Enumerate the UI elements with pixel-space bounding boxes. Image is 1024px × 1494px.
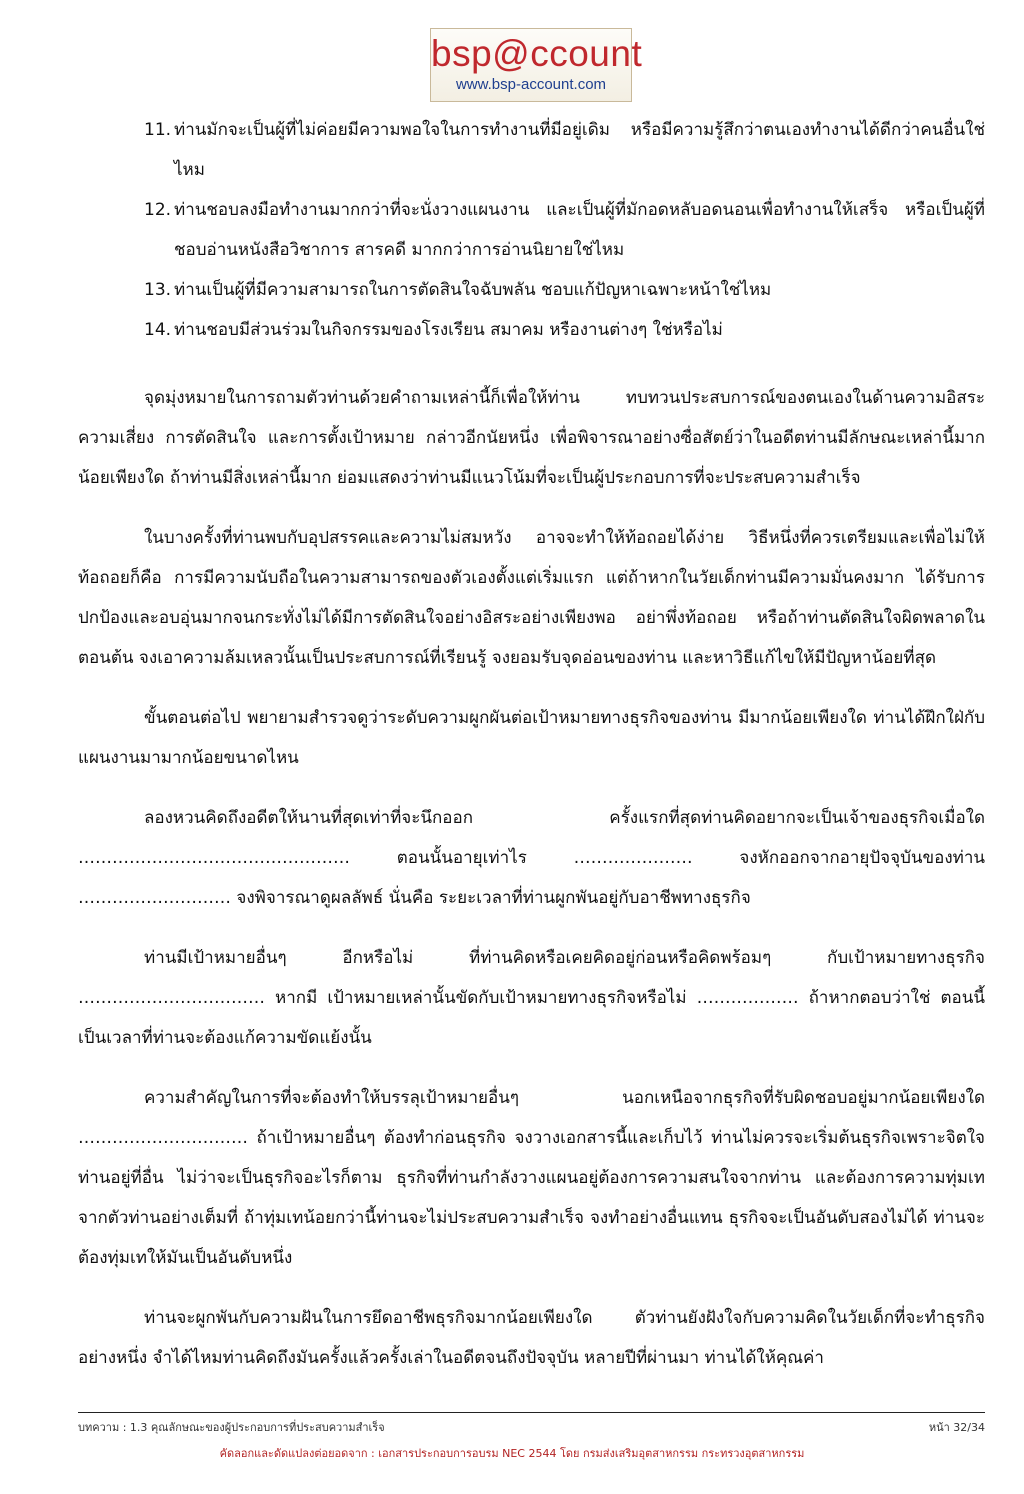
footer-divider <box>78 1412 985 1413</box>
question-item <box>78 310 985 350</box>
paragraph-priority: ความสำคัญในการที่จะต้องทำให้บรรลุเป้าหมายอื่นๆ นอกเหนือจากธุรกิจที่รับผิดชอบอยู่มากน้อยเพียงใด ………………………… ถ้าเป้าหมายอื่นๆ ต้องทำก่อนธุรกิจ จงวางเอกสารนี้และเก็บไว้ ท่านไม่ควรจะเริ่มต้นธุรกิจเพราะจิตใจท่านอยู่ที่อื่น ไม่ว่าจะเป็นธุรกิจอะไรก็ตาม ธุรกิจที่ท่านกำลังวางแผนอยู่ต้องการความสนใจจากท่าน และต้องการความทุ่มเทจากตัวท่านอย่างเต็มที่ ถ้าทุ่มเทน้อยกว่านี้ท่านจะไม่ประสบความสำเร็จ จงทำอย่างอื่นแทน ธุรกิจจะเป็นอันดับสองไม่ได้ ท่านจะต้องทุ่มเทให้มันเป็นอันดับหนึ่ง <box>78 1088 985 1268</box>
footer-page-number: หน้า 32/34 <box>928 1421 985 1434</box>
question-number: 12. <box>144 200 172 220</box>
question-item <box>78 190 985 270</box>
bsp-account-logo <box>430 28 643 102</box>
question-text: ท่านชอบมีส่วนร่วมในกิจกรรมของโรงเรียน สมาคม หรืองานต่างๆ ใช่หรือไม่ <box>174 320 723 340</box>
paragraph-commitment: ท่านจะผูกพันกับความฝันในการยึดอาชีพธุรกิจมากน้อยเพียงใด ตัวท่านยังฝังใจกับความคิดในวัยเด็กที่จะทำธุรกิจอย่างหนึ่ง จำได้ไหมท่านคิดถึงมันครั้งแล้วครั้งเล่าในอดีตจนถึงปัจจุบัน หลายปีที่ผ่านมา ท่านได้ให้คุณค่า <box>78 1308 985 1368</box>
question-item <box>78 270 985 310</box>
question-number: 11. <box>144 120 172 140</box>
footer-credit: คัดลอกและดัดแปลงต่อยอดจาก : เอกสารประกอบการอบรม NEC 2544 โดย กรมส่งเสริมอุตสาหกรรม กระทรวงอุตสาหกรรม <box>219 1447 805 1460</box>
paragraph-next-step: ขั้นตอนต่อไป พยายามสำรวจดูว่าระดับความผูกผันต่อเป้าหมายทางธุรกิจของท่าน มีมากน้อยเพียงใด ท่านได้ฝึกใฝ่กับแผนงานมามากน้อยขนาดไหน <box>78 708 985 768</box>
document-body <box>78 110 985 1378</box>
paragraph-other-goals: ท่านมีเป้าหมายอื่นๆ อีกหรือไม่ ที่ท่านคิดหรือเคยคิดอยู่ก่อนหรือคิดพร้อมๆ กับเป้าหมายทางธุรกิจ …………………………… หากมี เป้าหมายเหล่านั้นขัดกับเป้าหมายทางธุรกิจหรือไม่ ……………… ถ้าหากตอบว่าใช่ ตอนนี้เป็นเวลาที่ท่านจะต้องแก้ความขัดแย้งนั้น <box>78 948 985 1048</box>
question-item <box>78 110 985 190</box>
paragraph-recall-past: ลองหวนคิดถึงอดีตให้นานที่สุดเท่าที่จะนึกออก ครั้งแรกที่สุดท่านคิดอยากจะเป็นเจ้าของธุรกิจเมื่อใด ………………………………………… ตอนนั้นอายุเท่าไร ………………… จงหักออกจากอายุปัจจุบันของท่าน ……………………… จงพิจารณาดูผลลัพธ์ นั่นคือ ระยะเวลาที่ท่านผูกพันอยู่กับอาชีพทางธุรกิจ <box>78 808 985 908</box>
question-list <box>78 110 985 350</box>
question-number: 14. <box>144 320 172 340</box>
question-text: ท่านชอบลงมือทำงานมากกว่าที่จะนั่งวางแผนงาน และเป็นผู้ที่มักอดหลับอดนอนเพื่อทำงานให้เสร็จ หรือเป็นผู้ที่ชอบอ่านหนังสือวิชาการ สารคดี มากกว่าการอ่านนิยายใช่ไหม <box>174 200 985 260</box>
question-text: ท่านมักจะเป็นผู้ที่ไม่ค่อยมีความพอใจในการทำงานที่มีอยู่เดิม หรือมีความรู้สึกว่าตนเองทำงานได้ดีกว่าคนอื่นใช่ไหม <box>174 120 985 180</box>
paragraph-obstacles: ในบางครั้งที่ท่านพบกับอุปสรรคและความไม่สมหวัง อาจจะทำให้ท้อถอยได้ง่าย วิธีหนึ่งที่ควรเตรียมและเพื่อไม่ให้ท้อถอยก็คือ การมีความนับถือในความสามารถของตัวเองตั้งแต่เริ่มแรก แต่ถ้าหากในวัยเด็กท่านมีความมั่นคงมาก ได้รับการปกป้องและอบอุ่นมากจนกระทั่งไม่ได้มีการตัดสินใจอย่างอิสระอย่างเพียงพอ อย่าพึ่งท้อถอย หรือถ้าท่านตัดสินใจผิดพลาดในตอนต้น จงเอาความล้มเหลวนั้นเป็นประสบการณ์ที่เรียนรู้ จงยอมรับจุดอ่อนของท่าน และหาวิธีแก้ไขให้มีปัญหาน้อยที่สุด <box>78 528 985 668</box>
question-number: 13. <box>144 280 172 300</box>
paragraph-purpose: จุดมุ่งหมายในการถามตัวท่านด้วยคำถามเหล่านี้ก็เพื่อให้ท่าน ทบทวนประสบการณ์ของตนเองในด้านความอิสระ ความเสี่ยง การตัดสินใจ และการตั้งเป้าหมาย กล่าวอีกนัยหนึ่ง เพื่อพิจารณาอย่างซื่อสัตย์ว่าในอดีตท่านมีลักษณะเหล่านี้มากน้อยเพียงใด ถ้าท่านมีสิ่งเหล่านี้มาก ย่อมแสดงว่าท่านมีแนวโน้มที่จะเป็นผู้ประกอบการที่จะประสบความสำเร็จ <box>78 388 985 488</box>
question-text: ท่านเป็นผู้ที่มีความสามารถในการตัดสินใจฉับพลัน ชอบแก้ปัญหาเฉพาะหน้าใช่ไหม <box>174 280 772 300</box>
footer-chapter: บทความ : 1.3 คุณลักษณะของผู้ประกอบการที่ประสบความสำเร็จ <box>78 1421 385 1434</box>
logo-url: www.bsp-account.com <box>455 76 607 93</box>
logo-wordmark: bsp@ccount <box>431 33 643 74</box>
